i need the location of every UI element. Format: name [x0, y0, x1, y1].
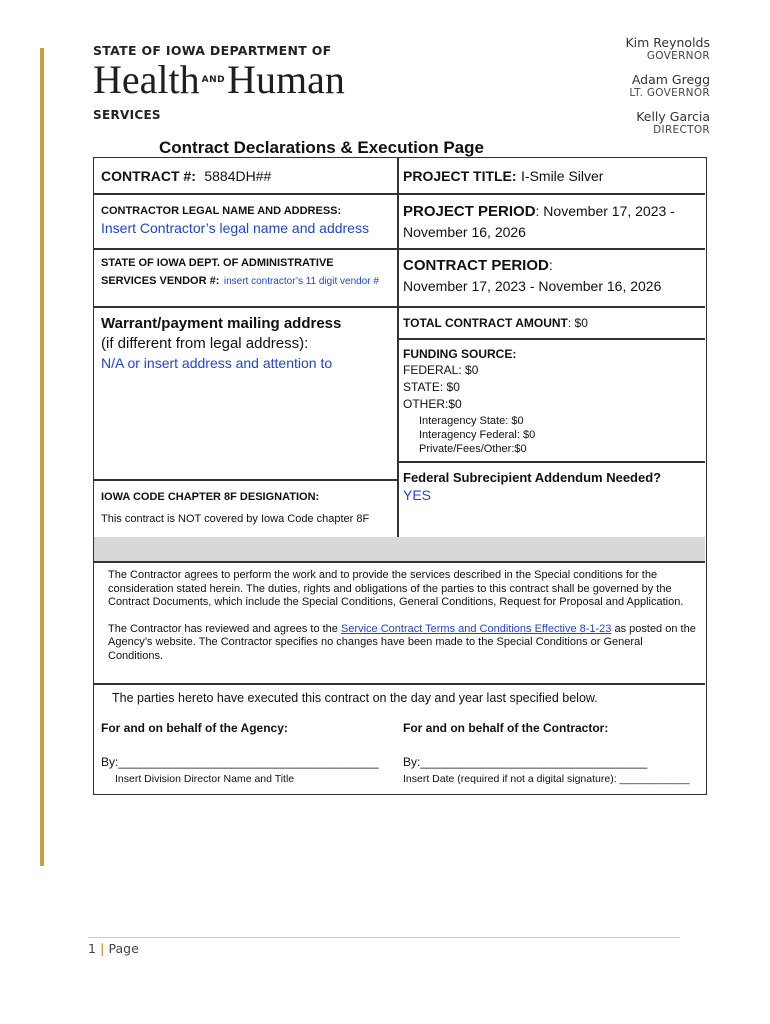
column-divider [397, 158, 399, 537]
row-divider [94, 561, 705, 563]
officials-list [625, 35, 710, 146]
page-separator: | [99, 941, 105, 956]
official-title: LT. GOVERNOR [629, 87, 710, 99]
iowa-code-cell [101, 489, 393, 525]
official-director [625, 109, 710, 137]
total-amount-value: : $0 [567, 316, 588, 330]
agency-name-line1: STATE OF IOWA DEPARTMENT OF [93, 43, 332, 58]
funding-private: Private/Fees/Other:$0 [419, 443, 527, 455]
official-name: Kim Reynolds [625, 35, 710, 50]
project-title-value: I-Smile Silver [521, 168, 604, 184]
row-divider [94, 193, 705, 195]
agreement-paragraph-1: The Contractor agrees to perform the work and to provide the services described in the Special conditions for the consideration stated herein. The duties, rights and obligations of the parties to this contract shall be governed by the Contract Documents, which include the Special Conditions, General Conditions, Request for Proposal and Application. [108, 569, 684, 608]
vendor-label-line2: SERVICES VENDOR #: [101, 275, 220, 287]
project-title-label: PROJECT TITLE: [403, 168, 517, 184]
project-period-cell [403, 201, 699, 242]
agreement-section [108, 569, 696, 663]
project-period-value-line1: : November 17, 2023 - [535, 203, 675, 219]
funding-interagency-federal: Interagency Federal: $0 [419, 429, 536, 441]
funding-source-cell [403, 346, 699, 456]
funding-federal: FEDERAL: $0 [403, 363, 479, 377]
project-period-value-line2: November 16, 2026 [403, 224, 526, 240]
iowa-code-value: This contract is NOT covered by Iowa Code chapter 8F [101, 513, 370, 525]
agency-logo [93, 43, 373, 122]
warrant-cell [101, 314, 393, 373]
project-period-label: PROJECT PERIOD [403, 203, 536, 220]
subrecipient-cell [403, 469, 699, 504]
funding-other: OTHER:$0 [403, 397, 462, 411]
agency-and: AND [201, 74, 226, 85]
agency-signature-line[interactable]: By:_______________________________________ [101, 755, 379, 769]
contract-period-label: CONTRACT PERIOD [403, 257, 549, 274]
official-title: DIRECTOR [653, 124, 710, 136]
agreement-text-after: as posted on the Agency’s website. The Contractor specifies no changes have been made to the Special Conditions or General Conditions. [108, 622, 696, 662]
contractor-signature-label: For and on behalf of the Contractor: [403, 721, 609, 735]
funding-state: STATE: $0 [403, 380, 460, 394]
contract-number-cell [101, 168, 271, 186]
section-separator-bar [94, 537, 705, 561]
funding-source-label: FUNDING SOURCE: [403, 347, 517, 361]
official-title: GOVERNOR [646, 50, 710, 62]
agency-human: Human [227, 57, 345, 102]
vendor-label-line1: STATE OF IOWA DEPT. OF ADMINISTRATIVE [101, 257, 334, 269]
document-title: Contract Declarations & Execution Page [159, 138, 484, 157]
page-number: 1 [88, 941, 96, 956]
contract-number-label: CONTRACT #: [101, 168, 196, 184]
official-governor [625, 35, 710, 63]
warrant-value: N/A or insert address and attention to [101, 355, 333, 371]
contractor-cell [101, 203, 393, 236]
agreement-text-before: The Contractor has reviewed and agrees to the [108, 622, 341, 635]
declarations-table [93, 157, 707, 795]
official-name: Kelly Garcia [636, 109, 710, 124]
contract-period-cell [403, 255, 699, 296]
row-divider [94, 306, 705, 308]
funding-interagency-state: Interagency State: $0 [419, 415, 524, 427]
total-amount-cell [403, 314, 699, 332]
left-accent-rule [40, 48, 44, 866]
vendor-value: insert contractor’s 11 digit vendor # [223, 276, 379, 287]
official-lt-governor [625, 72, 710, 100]
contractor-signature-subtext: Insert Date (required if not a digital signature): ____________ [403, 773, 690, 785]
contract-number-value: 5884DH## [204, 168, 272, 184]
footer-rule [88, 937, 680, 938]
vendor-cell [101, 255, 393, 289]
row-divider [94, 479, 397, 481]
agency-health: Health [93, 57, 200, 102]
agency-signature-subtext: Insert Division Director Name and Title [115, 773, 295, 785]
terms-conditions-link[interactable]: Service Contract Terms and Conditions Effective 8-1-23 [340, 622, 612, 635]
page-label: Page [108, 941, 139, 956]
page-footer [88, 941, 139, 956]
contract-period-value: November 17, 2023 - November 16, 2026 [403, 278, 662, 294]
row-divider [397, 338, 705, 340]
contractor-value: Insert Contractor’s legal name and address [101, 220, 369, 236]
contract-period-colon: : [548, 257, 553, 273]
project-title-cell [403, 168, 603, 186]
contractor-signature-line[interactable]: By:__________________________________ [403, 755, 648, 769]
contractor-label: CONTRACTOR LEGAL NAME AND ADDRESS: [101, 205, 342, 217]
agency-name-line2 [93, 57, 373, 104]
subrecipient-value: YES [403, 487, 432, 503]
iowa-code-label: IOWA CODE CHAPTER 8F DESIGNATION: [101, 491, 320, 503]
execution-intro: The parties hereto have executed this contract on the day and year last specified below. [112, 691, 598, 705]
official-name: Adam Gregg [631, 72, 710, 87]
row-divider [397, 461, 705, 463]
agency-name-line3: SERVICES [93, 107, 161, 122]
agreement-paragraph-2 [108, 623, 696, 664]
warrant-sublabel: (if different from legal address): [101, 335, 309, 352]
row-divider [94, 683, 705, 685]
subrecipient-label: Federal Subrecipient Addendum Needed? [403, 470, 662, 485]
total-amount-label: TOTAL CONTRACT AMOUNT [403, 316, 568, 330]
warrant-label: Warrant/payment mailing address [101, 315, 342, 332]
row-divider [94, 248, 705, 250]
agency-signature-label: For and on behalf of the Agency: [101, 721, 288, 735]
